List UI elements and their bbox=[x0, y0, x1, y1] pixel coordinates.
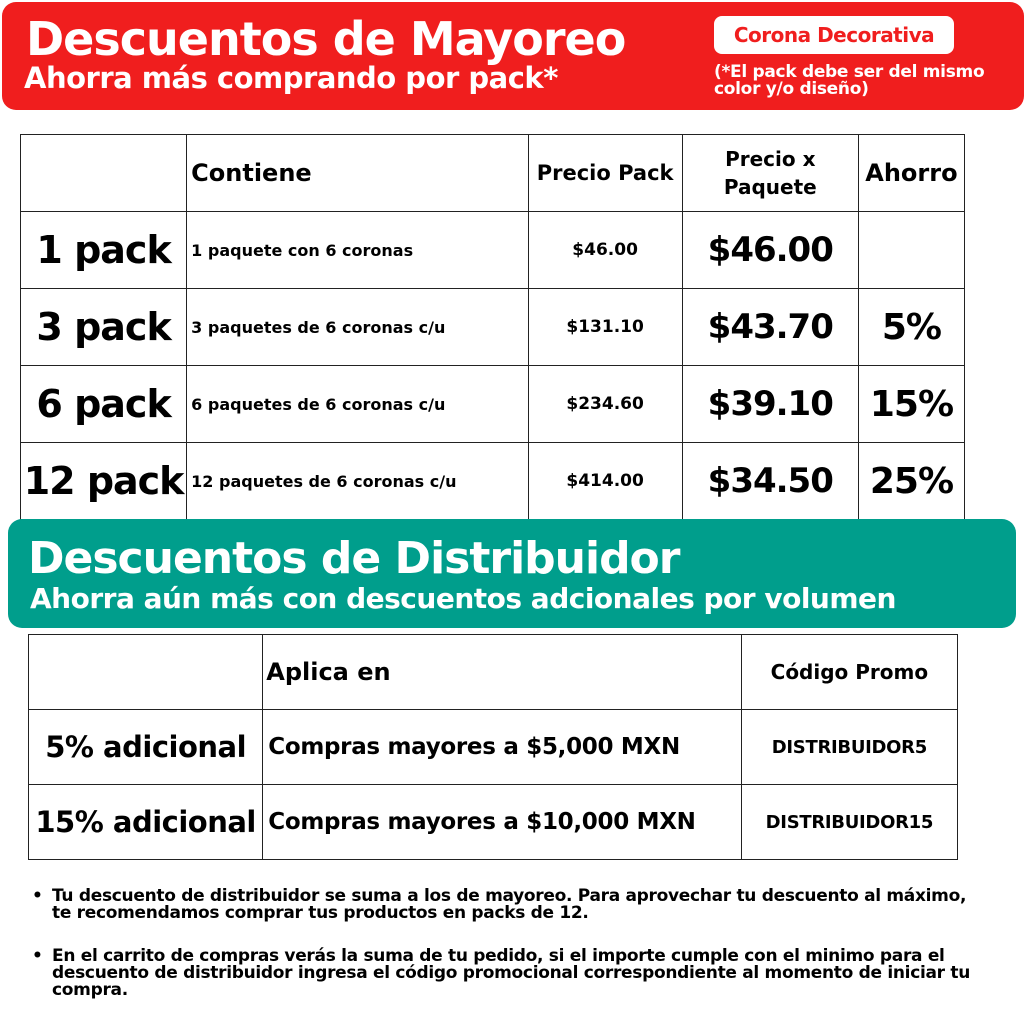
list-item bbox=[30, 888, 990, 922]
unit-price: $43.70 bbox=[682, 289, 858, 366]
pack-price: $414.00 bbox=[528, 443, 682, 520]
discount-condition: Compras mayores a $10,000 MXN bbox=[263, 785, 742, 860]
distributor-banner bbox=[8, 519, 1016, 628]
pack-tier: 1 pack bbox=[21, 212, 187, 289]
promo-code: DISTRIBUIDOR5 bbox=[741, 710, 957, 785]
note-text: En el carrito de compras verás la suma de tu pedido, si el importe cumple con el minimo para el descuento de distribuidor ingresa el código promocional correspondiente al momento de iniciar tu compra. bbox=[52, 946, 971, 1000]
unit-price: $34.50 bbox=[682, 443, 858, 520]
pack-price: $46.00 bbox=[528, 212, 682, 289]
bullet-icon: • bbox=[32, 946, 43, 966]
header-promo-code: Código Promo bbox=[741, 635, 957, 710]
header-pack-price: Precio Pack bbox=[528, 135, 682, 212]
pack-contents: 3 paquetes de 6 coronas c/u bbox=[187, 289, 528, 366]
unit-price: $46.00 bbox=[682, 212, 858, 289]
table-header-row bbox=[29, 635, 958, 710]
savings-percent bbox=[858, 212, 964, 289]
discount-level: 15% adicional bbox=[29, 785, 263, 860]
distributor-title: Descuentos de Distribuidor bbox=[28, 533, 680, 584]
table-row bbox=[21, 289, 965, 366]
header-empty bbox=[29, 635, 263, 710]
pack-contents: 6 paquetes de 6 coronas c/u bbox=[187, 366, 528, 443]
distributor-subtitle: Ahorra aún más con descuentos adcionales por volumen bbox=[30, 582, 896, 615]
wholesale-banner bbox=[2, 2, 1024, 110]
note-text: Tu descuento de distribuidor se suma a los de mayoreo. Para aprovechar tu descuento al máximo, te recomendamos comprar tus productos en packs de 12. bbox=[52, 886, 967, 923]
table-row bbox=[29, 710, 958, 785]
discount-condition: Compras mayores a $5,000 MXN bbox=[263, 710, 742, 785]
pack-price: $234.60 bbox=[528, 366, 682, 443]
pack-tier: 3 pack bbox=[21, 289, 187, 366]
wholesale-table bbox=[20, 134, 965, 520]
savings-percent: 25% bbox=[858, 443, 964, 520]
table-header-row bbox=[21, 135, 965, 212]
unit-price: $39.10 bbox=[682, 366, 858, 443]
savings-percent: 15% bbox=[858, 366, 964, 443]
promo-code: DISTRIBUIDOR15 bbox=[741, 785, 957, 860]
pack-tier: 6 pack bbox=[21, 366, 187, 443]
header-contains: Contiene bbox=[187, 135, 528, 212]
list-item bbox=[30, 948, 990, 999]
table-row bbox=[29, 785, 958, 860]
pack-contents: 1 paquete con 6 coronas bbox=[187, 212, 528, 289]
pack-note: (*El pack debe ser del mismo color y/o diseño) bbox=[714, 62, 985, 99]
wholesale-subtitle: Ahorra más comprando por pack* bbox=[24, 61, 558, 95]
bullet-icon: • bbox=[32, 886, 43, 906]
savings-percent: 5% bbox=[858, 289, 964, 366]
notes-list bbox=[30, 888, 990, 999]
pack-tier: 12 pack bbox=[21, 443, 187, 520]
product-badge: Corona Decorativa bbox=[714, 16, 954, 54]
table-row bbox=[21, 366, 965, 443]
distributor-table bbox=[28, 634, 958, 860]
header-empty bbox=[21, 135, 187, 212]
header-applies: Aplica en bbox=[263, 635, 742, 710]
pack-price: $131.10 bbox=[528, 289, 682, 366]
header-unit-price: Precio x Paquete bbox=[682, 135, 858, 212]
header-savings: Ahorro bbox=[858, 135, 964, 212]
wholesale-title: Descuentos de Mayoreo bbox=[26, 12, 626, 66]
discount-level: 5% adicional bbox=[29, 710, 263, 785]
table-row bbox=[21, 443, 965, 520]
pack-contents: 12 paquetes de 6 coronas c/u bbox=[187, 443, 528, 520]
table-row bbox=[21, 212, 965, 289]
